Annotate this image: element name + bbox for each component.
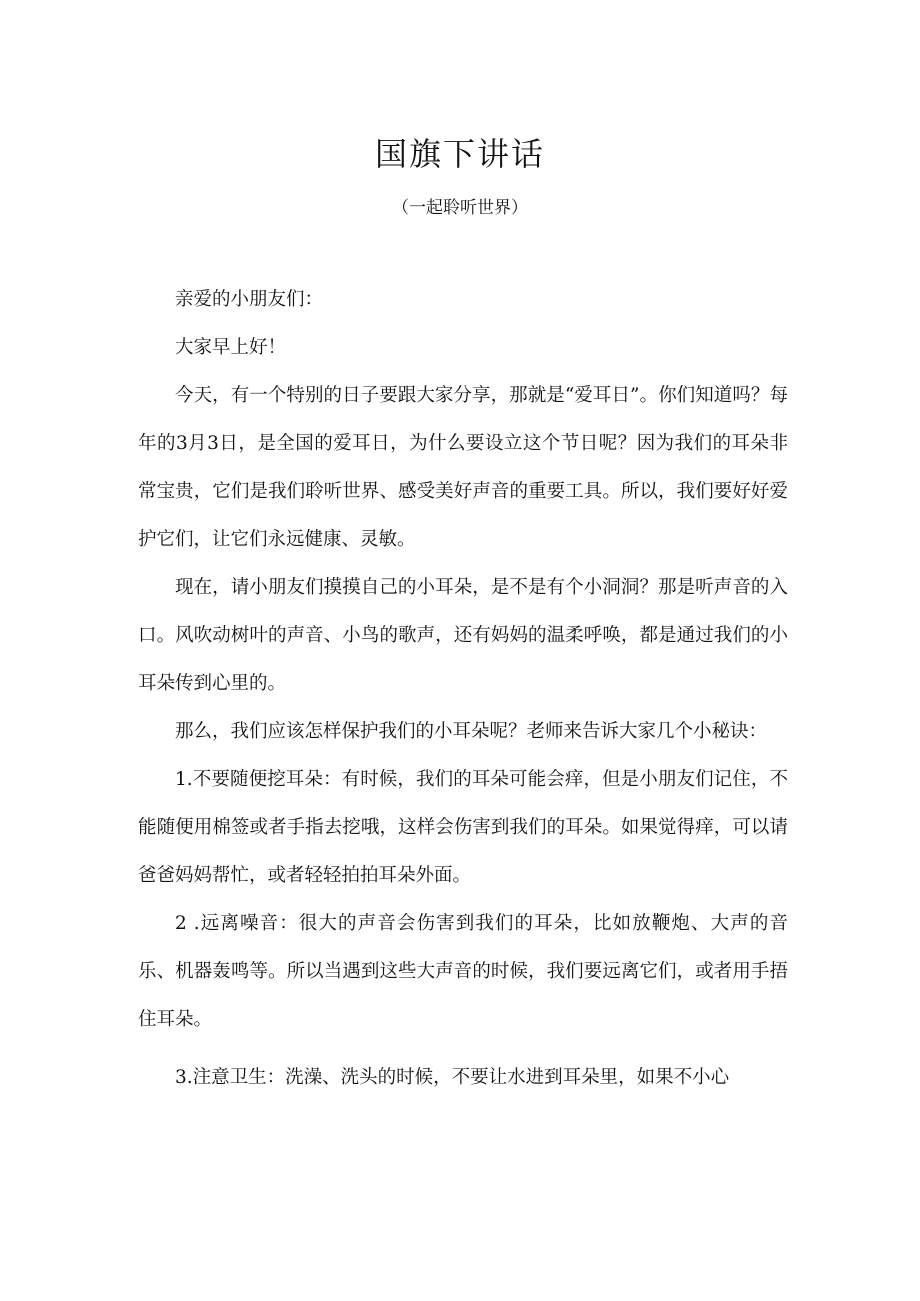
list-item-paragraph: 2 .远离噪音：很大的声音会伤害到我们的耳朵，比如放鞭炮、大声的音乐、机器轰鸣等。所以当遇到这些大声音的时候，我们要远离它们，或者用手捂住耳朵。 <box>138 913 788 1030</box>
document-body <box>138 276 788 1102</box>
greeting-paragraph: 亲爱的小朋友们： <box>175 289 324 310</box>
body-paragraph: 今天，有一个特别的日子要跟大家分享，那就是“爱耳日”。你们知道吗？每年的3月3日，是全国的爱耳日，为什么要设立这个节日呢？因为我们的耳朵非常宝贵，它们是我们聆听世界、感受美好声音的重要工具。所以，我们要好好爱护它们，让它们永远健康、灵敏。 <box>138 385 788 550</box>
body-paragraph: 现在，请小朋友们摸摸自己的小耳朵，是不是有个小洞洞？那是听声音的入口。风吹动树叶的声音、小鸟的歌声，还有妈妈的温柔呼唤，都是通过我们的小耳朵传到心里的。 <box>138 577 788 694</box>
document-subtitle: （一起聆听世界） <box>392 198 528 218</box>
morning-greeting-paragraph: 大家早上好！ <box>175 337 287 358</box>
list-item-paragraph: 3.注意卫生：洗澡、洗头的时候，不要让水进到耳朵里，如果不小心 <box>175 1067 730 1088</box>
document-title: 国旗下讲话 <box>374 135 545 173</box>
body-paragraph: 那么，我们应该怎样保护我们的小耳朵呢？老师来告诉大家几个小秘诀： <box>175 721 768 742</box>
list-item-paragraph: 1.不要随便挖耳朵：有时候，我们的耳朵可能会痒，但是小朋友们记住，不能随便用棉签或者手指去挖哦，这样会伤害到我们的耳朵。如果觉得痒，可以请爸爸妈妈帮忙，或者轻轻拍拍耳朵外面。 <box>138 769 788 886</box>
